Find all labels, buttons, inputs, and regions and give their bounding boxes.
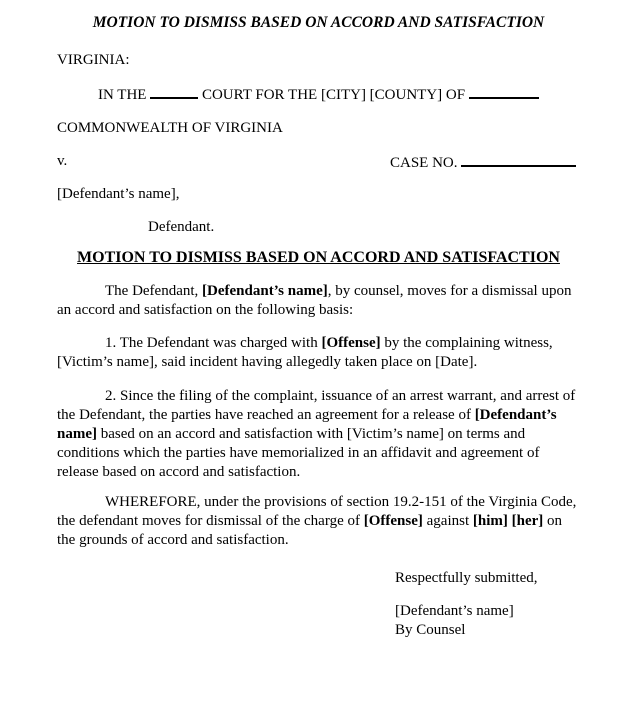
closing-signature-name: [Defendant’s name]: [395, 602, 514, 619]
caption-defendant-role: Defendant.: [148, 218, 215, 235]
paragraph-intro: The Defendant, [Defendant’s name], by counsel, moves for a dismissal upon an accord and satisfaction on the following basis:: [57, 282, 572, 318]
caption-defendant-name: [Defendant’s name],: [57, 185, 180, 202]
paragraph-2-agreement: 2. Since the filing of the complaint, issuance of an arrest warrant, and arrest of the Defendant, the parties have reached an agreement for a release of [Defendant’s name] based on an accord and satisfaction with [Victim’s name] on terms and conditions which the parties have memorialized in an affidavit and agreement of release based on accord and satisfaction.: [57, 387, 576, 480]
fill-in-blank: [469, 84, 539, 99]
paragraph-1-charge: 1. The Defendant was charged with [Offense] by the complaining witness, [Victim’s name], said incident having allegedly taken place on [Date].: [57, 334, 553, 370]
fill-in-blank: [461, 152, 576, 167]
paragraph-wherefore: WHEREFORE, under the provisions of section 19.2-151 of the Virginia Code, the defendant moves for dismissal of the charge of [Offense] against [him] [her] on the grounds of accord and satisfaction.: [57, 493, 577, 548]
caption-state-label: VIRGINIA:: [57, 52, 130, 68]
motion-heading: MOTION TO DISMISS BASED ON ACCORD AND SATISFACTION: [77, 248, 560, 266]
case-number-line: CASE NO.: [390, 152, 576, 173]
caption-court-line: IN THE COURT FOR THE [CITY] [COUNTY] OF: [57, 84, 580, 105]
document-title-italic: MOTION TO DISMISS BASED ON ACCORD AND SATISFACTION: [92, 14, 545, 31]
caption-plaintiff: COMMONWEALTH OF VIRGINIA: [57, 119, 283, 136]
closing-respectfully-submitted: Respectfully submitted,: [395, 569, 538, 586]
closing-block: [395, 569, 580, 640]
closing-by-counsel: By Counsel: [395, 621, 466, 638]
fill-in-blank: [150, 84, 198, 99]
versus-label: v.: [57, 152, 68, 169]
caption-versus-row: [57, 152, 580, 171]
